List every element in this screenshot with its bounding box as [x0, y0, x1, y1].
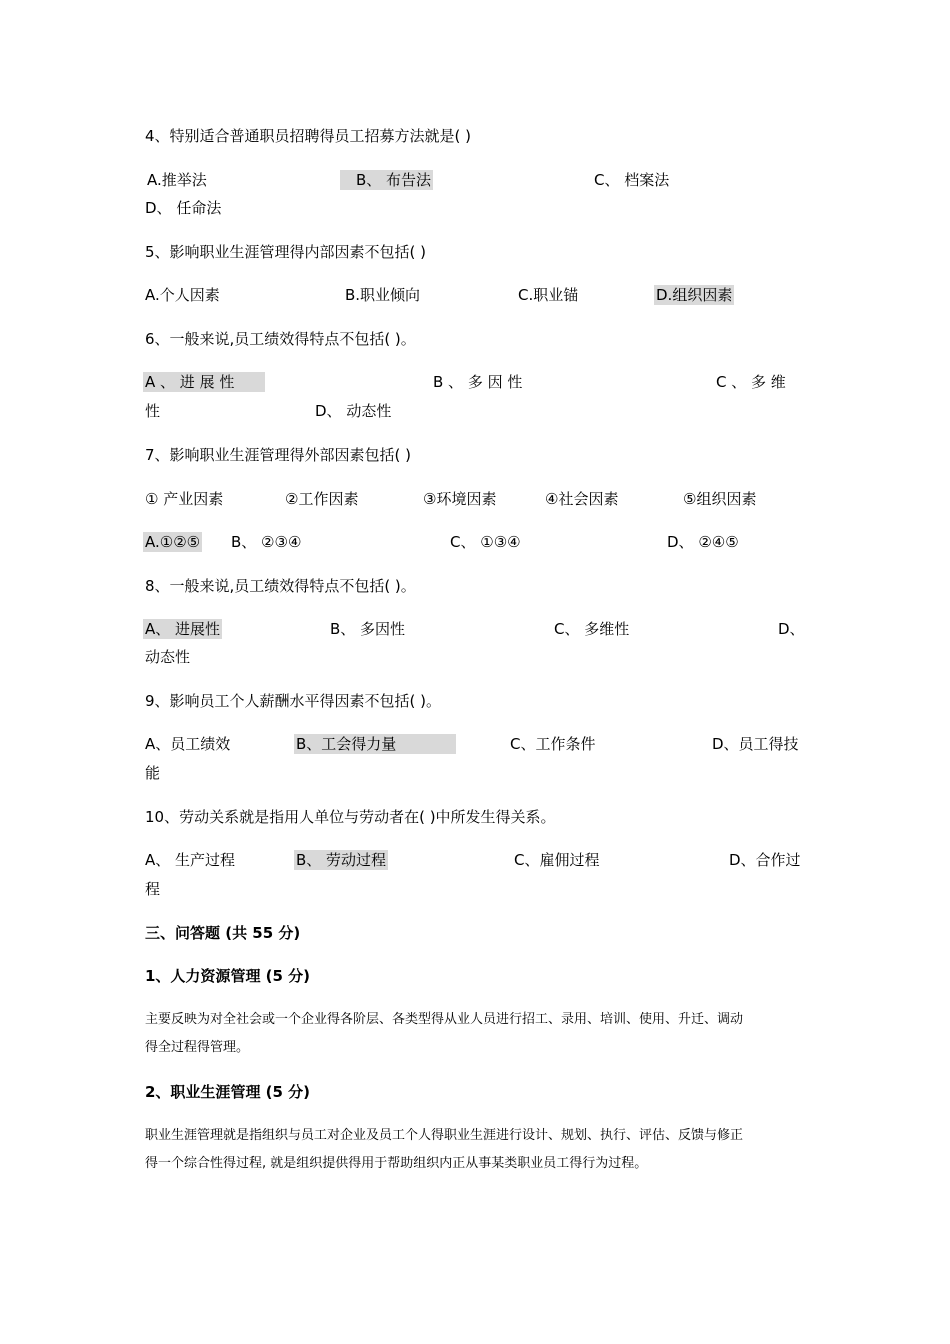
q4-option-d: D、 任命法	[145, 199, 222, 217]
q5-option-c: C.职业锚	[518, 286, 579, 304]
q10-stem: 10、劳动关系就是指用人单位与劳动者在( )中所发生得关系。	[145, 808, 556, 826]
q7-option-c: C、 ①③④	[450, 533, 521, 551]
q5-option-d: D.组织因素	[656, 286, 733, 304]
q8-option-d-wrap: 动态性	[145, 648, 191, 666]
q6-option-d: D、 动态性	[315, 402, 392, 420]
q7-option-d: D、 ②④⑤	[667, 533, 739, 551]
q6-option-a: A 、 进 展 性	[143, 372, 265, 392]
q5-option-a: A.个人因素	[145, 286, 220, 304]
q7-option-b: B、 ②③④	[231, 533, 302, 551]
q9-option-a: A、员工绩效	[145, 735, 231, 753]
q6-option-c: C 、 多 维	[716, 373, 786, 391]
q7-factor-2: ②工作因素	[285, 490, 359, 508]
q4-option-a: A.推举法	[147, 171, 207, 189]
section3-q1-answer-line1: 主要反映为对全社会或一个企业得各阶层、各类型得从业人员进行招工、录用、培训、使用、升迁、调动	[145, 1012, 744, 1027]
q6-option-b: B 、 多 因 性	[433, 373, 523, 391]
q7-factor-4: ④社会因素	[545, 490, 619, 508]
q8-option-a: A、 进展性	[145, 620, 221, 638]
q9-option-b: B、工会得力量	[294, 734, 456, 754]
section3-q2-answer-line2: 得一个综合性得过程, 就是组织提供得用于帮助组织内正从事某类职业员工得行为过程。	[145, 1156, 648, 1171]
q8-option-c: C、 多维性	[554, 620, 630, 638]
section3-q1-answer-line2: 得全过程得管理。	[145, 1040, 250, 1055]
q7-factor-1: ① 产业因素	[145, 490, 224, 508]
q9-option-d-wrap: 能	[145, 764, 161, 782]
q9-option-c: C、工作条件	[510, 735, 596, 753]
q8-option-b: B、 多因性	[330, 620, 406, 638]
q10-option-d: D、合作过	[729, 851, 801, 869]
q7-factor-5: ⑤组织因素	[683, 490, 757, 508]
q10-option-a: A、 生产过程	[145, 851, 236, 869]
q4-stem: 4、特别适合普通职员招聘得员工招募方法就是( )	[145, 127, 472, 145]
q5-stem: 5、影响职业生涯管理得内部因素不包括( )	[145, 243, 427, 261]
q6-stem: 6、一般来说,员工绩效得特点不包括( )。	[145, 330, 416, 348]
q9-stem: 9、影响员工个人薪酬水平得因素不包括( )。	[145, 692, 442, 710]
section3-q2-title: 2、职业生涯管理 (5 分)	[145, 1083, 311, 1101]
q4-option-b: B、 布告法	[340, 170, 433, 190]
section3-q1-title: 1、人力资源管理 (5 分)	[145, 967, 311, 985]
q10-option-b: B、 劳动过程	[296, 851, 387, 869]
q8-option-d: D、	[778, 620, 805, 638]
q7-option-a: A.①②⑤	[145, 533, 201, 551]
q5-option-b: B.职业倾向	[345, 286, 421, 304]
q10-option-c: C、雇佣过程	[514, 851, 600, 869]
q10-option-d-wrap: 程	[145, 880, 161, 898]
section3-q2-answer-line1: 职业生涯管理就是指组织与员工对企业及员工个人得职业生涯进行设计、规划、执行、评估、反馈与修正	[145, 1128, 744, 1143]
q7-factor-3: ③环境因素	[423, 490, 497, 508]
q4-option-c: C、 档案法	[594, 171, 670, 189]
section3-title: 三、问答题 (共 55 分)	[145, 924, 301, 942]
q6-option-c-wrap: 性	[145, 402, 161, 420]
q7-stem: 7、影响职业生涯管理得外部因素包括( )	[145, 446, 412, 464]
q9-option-d: D、员工得技	[712, 735, 799, 753]
q8-stem: 8、一般来说,员工绩效得特点不包括( )。	[145, 577, 416, 595]
